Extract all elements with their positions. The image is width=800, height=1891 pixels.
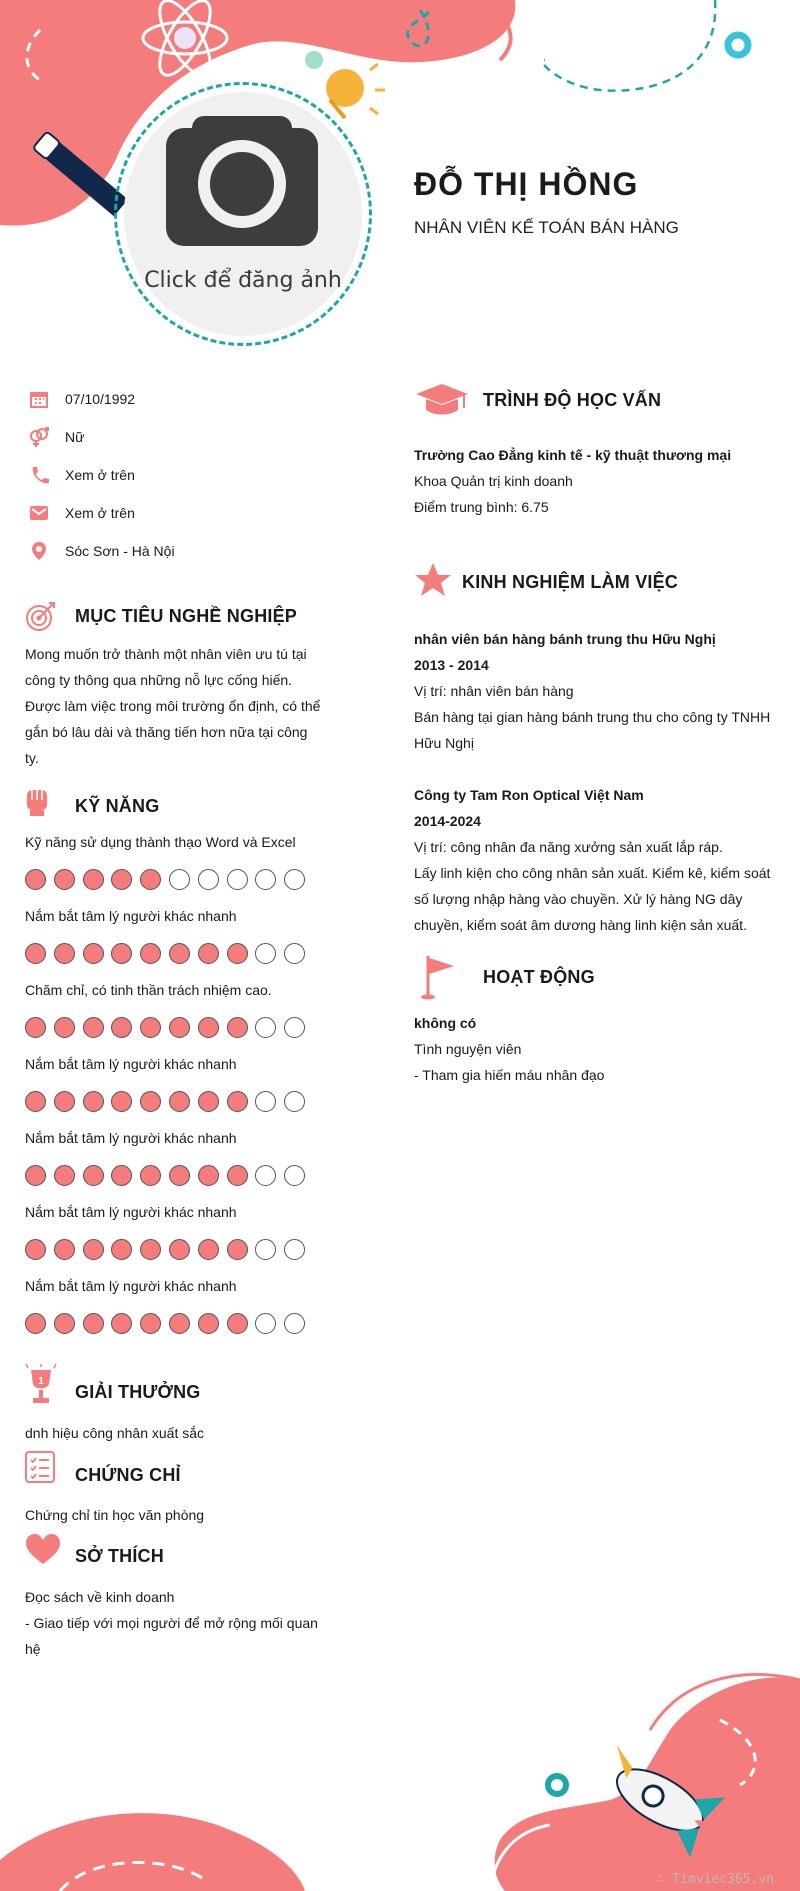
objective-text: Mong muốn trở thành một nhân viên ưu tú tại công ty thông qua những nỗ lực cống hiến. Được làm việc trong môi trường ổn định, có thể gắn bó lâu dài và thăng tiến hơn nữa tại công ty. (25, 646, 321, 766)
rating-dot-empty (255, 1313, 276, 1334)
rating-dot-filled (25, 1017, 46, 1038)
rating-dot-filled (111, 943, 132, 964)
rating-dot-filled (83, 869, 104, 890)
rating-dot-filled (83, 943, 104, 964)
rating-dot-filled (227, 1239, 248, 1260)
rating-dot-filled (198, 1017, 219, 1038)
rating-dot-filled (111, 1165, 132, 1186)
skill-rating (25, 1165, 305, 1186)
target-icon (24, 600, 58, 634)
profile-photo-upload[interactable] (114, 82, 372, 346)
rating-dot-filled (25, 1165, 46, 1186)
rating-dot-filled (140, 869, 161, 890)
education-detail (414, 442, 774, 520)
rating-dot-filled (83, 1091, 104, 1112)
gpa: Điểm trung bình: 6.75 (414, 499, 549, 515)
rating-dot-filled (140, 1017, 161, 1038)
awards-text: dnh hiệu công nhân xuất sắc (25, 1425, 205, 1441)
skills-title: KỸ NĂNG (75, 796, 160, 816)
watermark: ∴ Timviec365.vn (656, 1872, 774, 1887)
rating-dot-filled (54, 1165, 75, 1186)
heart-icon (24, 1532, 62, 1566)
rating-dot-filled (140, 1165, 161, 1186)
fist-icon (24, 786, 50, 818)
rating-dot-empty (255, 869, 276, 890)
location-icon (28, 540, 50, 562)
skill-rating (25, 869, 305, 890)
gender-icon (28, 426, 50, 448)
skill-rating (25, 943, 305, 964)
rating-dot-filled (140, 1239, 161, 1260)
rating-dot-filled (169, 1239, 190, 1260)
skill-name: Nắm bắt tâm lý người khác nhanh (25, 1278, 237, 1294)
rating-dot-filled (111, 1239, 132, 1260)
rating-dot-filled (227, 1091, 248, 1112)
rating-dot-filled (54, 1239, 75, 1260)
rating-dot-empty (227, 869, 248, 890)
experience-job-2: Công ty Tam Ron Optical Việt Nam 2014-2024 Vị trí: công nhân đa năng xưởng sản xuất lắp ráp. Lấy linh kiện cho công nhân sản xuất. Kiểm kê, kiểm soát số lượng nhập hàng vào chuyền. Xử lý hàng NG dây chuyền, kiểm soát âm dương hàng linh kiện sản xuất. (414, 787, 771, 933)
rating-dot-empty (284, 1017, 305, 1038)
experience-title: KINH NGHIỆM LÀM VIỆC (462, 572, 679, 592)
rating-dot-empty (284, 1091, 305, 1112)
school-name: Trường Cao Đẳng kinh tế - kỹ thuật thương mại (414, 447, 732, 463)
rating-dot-filled (111, 1017, 132, 1038)
activities-title: HOẠT ĐỘNG (483, 967, 595, 987)
rating-dot-filled (25, 943, 46, 964)
graduation-cap-icon (414, 382, 470, 418)
rating-dot-filled (169, 1017, 190, 1038)
rating-dot-filled (227, 1165, 248, 1186)
rating-dot-filled (83, 1239, 104, 1260)
skill-name: Nắm bắt tâm lý người khác nhanh (25, 1130, 237, 1146)
contact-birthday: 07/10/1992 (28, 387, 50, 411)
rating-dot-filled (83, 1313, 104, 1334)
rating-dot-empty (255, 1091, 276, 1112)
rating-dot-empty (255, 1239, 276, 1260)
star-icon (414, 562, 452, 598)
rating-dot-filled (54, 943, 75, 964)
skill-name: Chăm chỉ, có tinh thần trách nhiệm cao. (25, 982, 272, 998)
rating-dot-filled (83, 1017, 104, 1038)
rating-dot-filled (169, 1165, 190, 1186)
photo-upload-label: Click để đăng ảnh (144, 268, 342, 293)
rating-dot-filled (227, 1313, 248, 1334)
hobbies-title: SỞ THÍCH (75, 1546, 164, 1566)
contact-phone: Xem ở trên (28, 463, 50, 487)
contact-email: Xem ở trên (28, 501, 50, 525)
skill-name: Nắm bắt tâm lý người khác nhanh (25, 1056, 237, 1072)
rating-dot-filled (25, 869, 46, 890)
certificate-icon (24, 1450, 56, 1484)
rating-dot-filled (83, 1165, 104, 1186)
rating-dot-filled (198, 943, 219, 964)
rating-dot-filled (25, 1239, 46, 1260)
rating-dot-filled (140, 1313, 161, 1334)
certificates-text: Chứng chỉ tin học văn phòng (25, 1507, 205, 1523)
rating-dot-filled (54, 1091, 75, 1112)
skill-name: Kỹ năng sử dụng thành thạo Word và Excel (25, 834, 296, 850)
certificates-title: CHỨNG CHỈ (75, 1465, 181, 1485)
major: Khoa Quản trị kinh doanh (414, 473, 573, 489)
job-title: NHÂN VIÊN KẾ TOÁN BÁN HÀNG (414, 218, 679, 237)
rating-dot-filled (111, 1091, 132, 1112)
rating-dot-filled (54, 869, 75, 890)
education-title: TRÌNH ĐỘ HỌC VẤN (483, 390, 662, 410)
rating-dot-empty (284, 1239, 305, 1260)
awards-title: GIẢI THƯỞNG (75, 1382, 201, 1402)
rating-dot-filled (198, 1239, 219, 1260)
rating-dot-empty (255, 1017, 276, 1038)
rating-dot-empty (284, 943, 305, 964)
svg-text:1: 1 (38, 1376, 44, 1387)
hobbies-text: Đọc sách về kinh doanh - Giao tiếp với mọi người để mở rộng mối quan hệ (25, 1589, 318, 1657)
email-icon (28, 502, 50, 524)
rating-dot-empty (198, 869, 219, 890)
objective-title: MỤC TIÊU NGHỀ NGHIỆP (75, 606, 298, 626)
rating-dot-filled (169, 1091, 190, 1112)
skill-name: Nắm bắt tâm lý người khác nhanh (25, 1204, 237, 1220)
skill-name: Nắm bắt tâm lý người khác nhanh (25, 908, 237, 924)
rating-dot-filled (198, 1313, 219, 1334)
rating-dot-filled (169, 943, 190, 964)
rating-dot-filled (25, 1313, 46, 1334)
flag-icon (420, 952, 460, 1000)
rating-dot-empty (284, 1165, 305, 1186)
experience-job-1: nhân viên bán hàng bánh trung thu Hữu Nghị 2013 - 2014 Vị trí: nhân viên bán hàng Bán hàng tại gian hàng bánh trung thu cho công ty TNHH Hữu Nghị (414, 631, 771, 751)
rating-dot-empty (284, 1313, 305, 1334)
activities-detail: không có Tình nguyện viên - Tham gia hiến máu nhân đạo (414, 1015, 605, 1083)
rating-dot-filled (198, 1091, 219, 1112)
phone-icon (28, 464, 50, 486)
skill-rating (25, 1313, 305, 1334)
rating-dot-filled (54, 1017, 75, 1038)
rating-dot-empty (255, 1165, 276, 1186)
rating-dot-filled (111, 1313, 132, 1334)
rating-dot-filled (227, 943, 248, 964)
rating-dot-filled (140, 943, 161, 964)
rating-dot-empty (255, 943, 276, 964)
rating-dot-filled (25, 1091, 46, 1112)
contact-gender: Nữ (28, 425, 50, 449)
trophy-icon (25, 1364, 57, 1406)
rating-dot-filled (54, 1313, 75, 1334)
rating-dot-filled (140, 1091, 161, 1112)
calendar-icon (28, 388, 50, 410)
rating-dot-filled (198, 1165, 219, 1186)
rating-dot-empty (169, 869, 190, 890)
rating-dot-filled (227, 1017, 248, 1038)
skill-rating (25, 1239, 305, 1260)
rating-dot-filled (111, 869, 132, 890)
skill-rating (25, 1017, 305, 1038)
candidate-name: ĐỖ THỊ HỒNG (414, 166, 639, 202)
contact-location: Sóc Sơn - Hà Nội (28, 539, 50, 563)
skill-rating (25, 1091, 305, 1112)
rating-dot-empty (284, 869, 305, 890)
rating-dot-filled (169, 1313, 190, 1334)
